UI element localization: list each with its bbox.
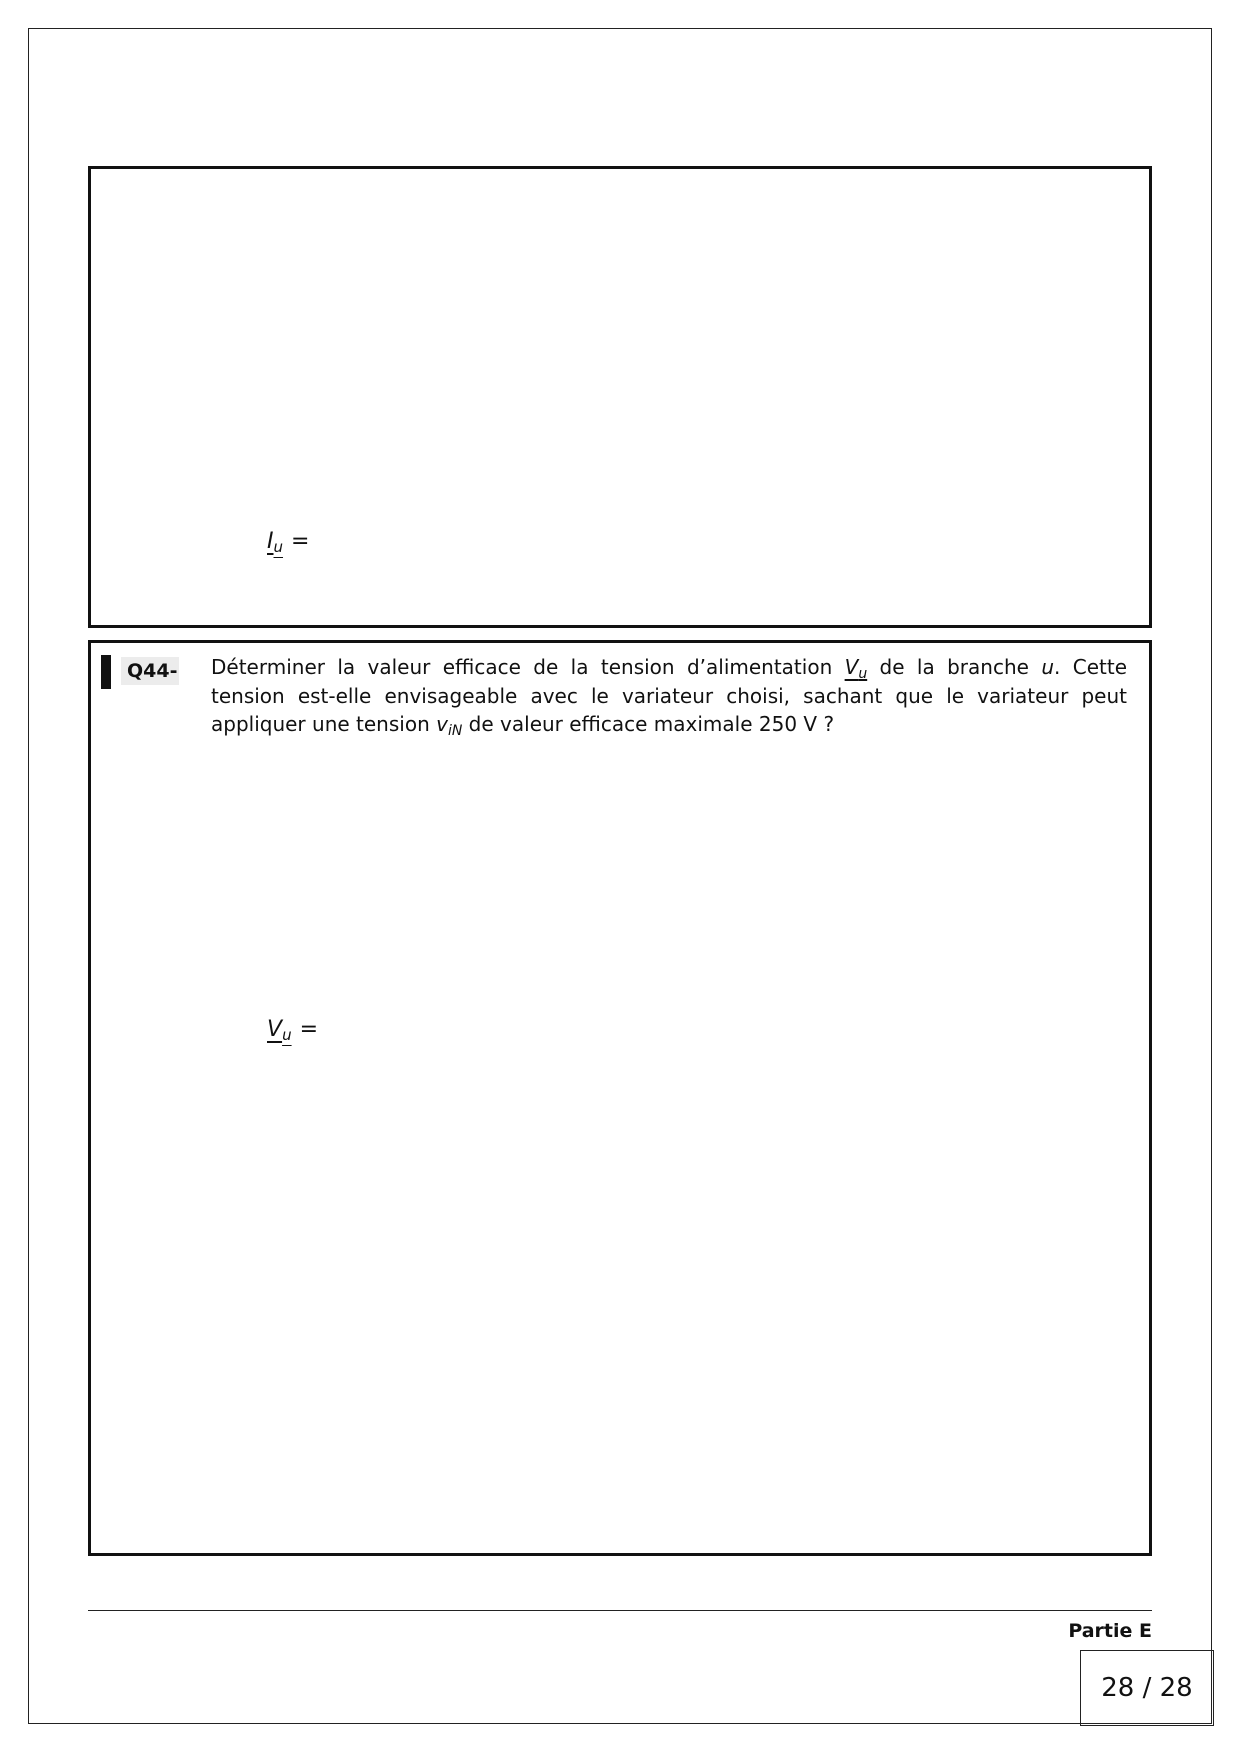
iu-formula (267, 529, 309, 556)
question-text-part3: . Cette tension est-elle envisageable avec le variateur choisi, sachant que le variateur peut appliquer une tension (211, 655, 1128, 736)
iu-subscript: u (273, 538, 284, 556)
question-text-part4: de valeur efficace maximale 250 V ? (462, 712, 835, 736)
footer-section-label: Partie E (1068, 1620, 1152, 1642)
vu-equals: = (299, 1017, 319, 1042)
question-label: Q44- (121, 657, 179, 685)
question-marker-bar (101, 655, 111, 689)
iu-equals: = (291, 529, 310, 554)
vu-formula (267, 1017, 318, 1044)
iu-symbol: I (267, 529, 274, 554)
page-number: 28 / 28 (1080, 1650, 1214, 1726)
vu-subscript: u (282, 1026, 292, 1044)
question-text-part2: de la branche (867, 655, 1042, 679)
question-box-q44[interactable] (88, 640, 1152, 1556)
vu-symbol: V (267, 1017, 283, 1042)
vu-symbol-inline: $V_u$ (844, 655, 868, 682)
vin-symbol-inline: $v_{iN}$ (436, 712, 463, 739)
question-text-part1: Déterminer la valeur efficace de la tension d’alimentation (211, 655, 845, 679)
footer-divider (88, 1610, 1152, 1611)
branch-u-symbol: u (1041, 655, 1055, 679)
answer-box-iu[interactable] (88, 166, 1152, 628)
question-text (211, 653, 1127, 739)
